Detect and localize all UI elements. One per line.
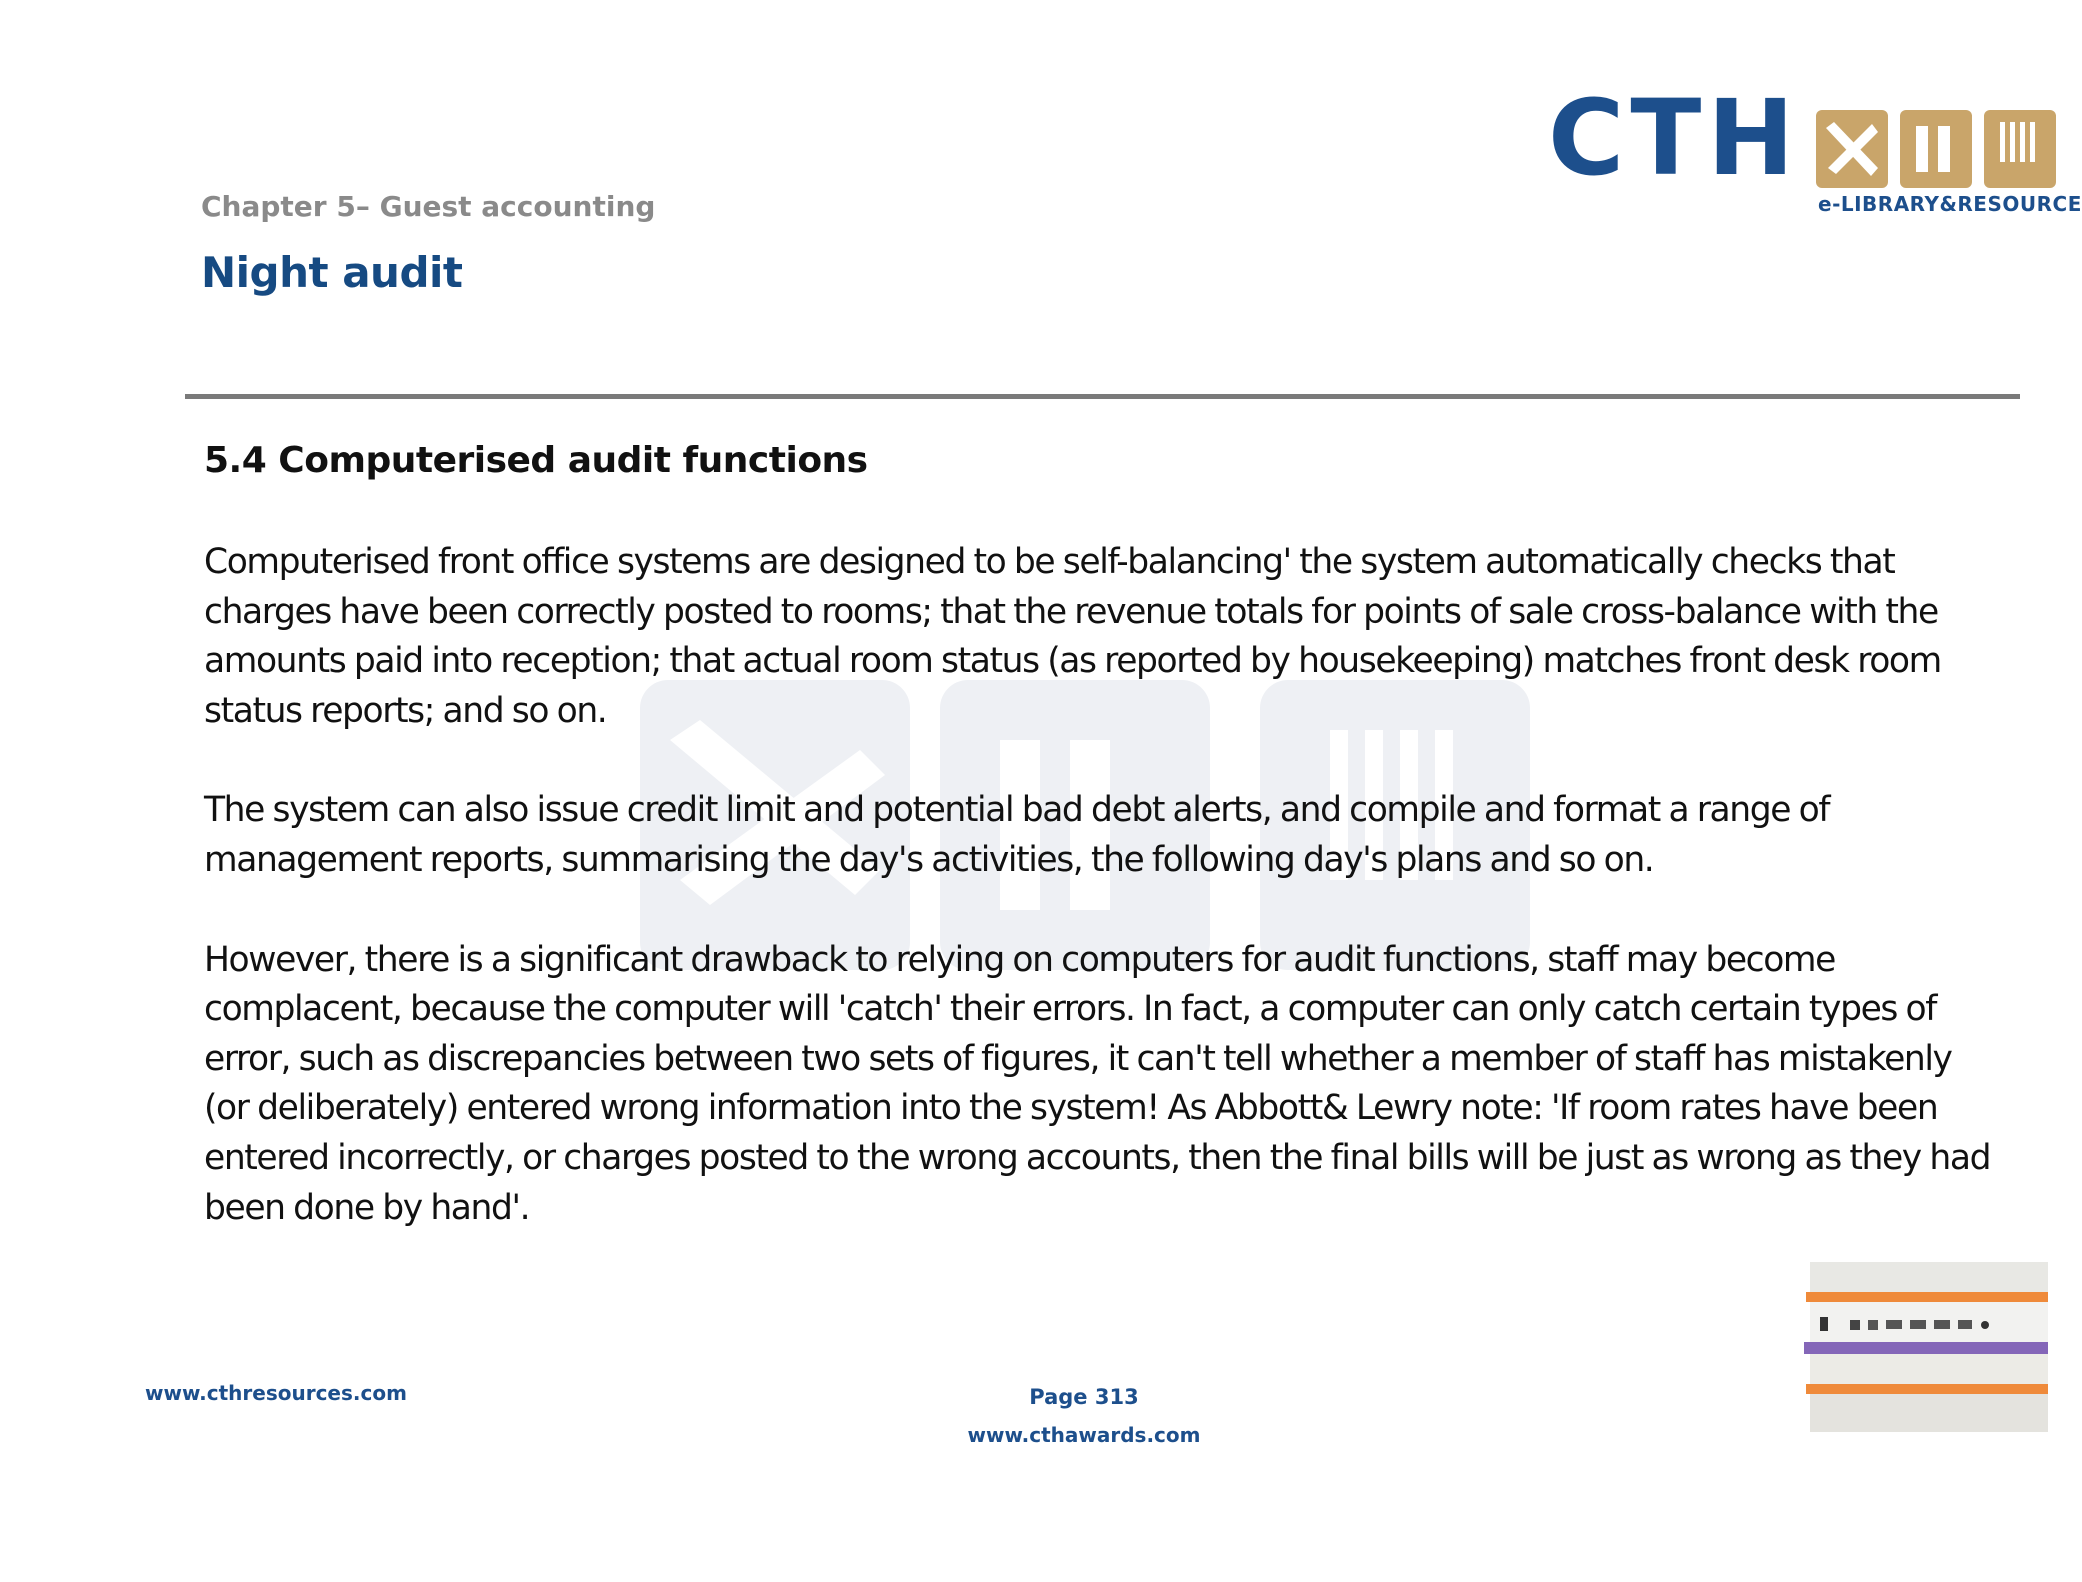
paragraph: However, there is a significant drawback to relying on computers for audit functions, staff may become complacent, because the computer will 'catch' their errors. In fact, a computer can only catch certain types of error, such as discrepancies between two sets of figures, it can't tell whether a member of staff has mistakenly (or deliberately) entered wrong information into the system! As Abbott& Lewry note: 'If room rates have been entered incorrectly, or charges posted to the wrong accounts, then the final bills will be just as wrong as they had been done by hand'. (204, 939, 1991, 1228)
airplane-icon (1816, 110, 1888, 188)
body-text (204, 538, 2004, 1283)
header-divider (185, 394, 2020, 399)
chapter-label: Chapter 5– Guest accounting (201, 190, 656, 223)
logo-wordmark: CTH (1548, 77, 1801, 199)
paragraph: Computerised front office systems are designed to be self-balancing' the system automatically checks that charges have been correctly posted to rooms; that the revenue totals for points of sale cross-balance with the amounts paid into reception; that actual room status (as reported by housekeeping) matches front desk room status reports; and so on. (204, 542, 1941, 731)
cth-logo (1548, 77, 2082, 220)
footer-awards-link[interactable]: www.cthawards.com (967, 1423, 1201, 1447)
paragraph: The system can also issue credit limit and potential bad debt alerts, and compile and format a range of management reports, summarising the day's activities, the following day's plans and so on. (204, 790, 1830, 880)
content-heading: 5.4 Computerised audit functions (204, 440, 868, 481)
page-number: Page 313 (1029, 1385, 1139, 1409)
footer-website-link[interactable]: www.cthresources.com (145, 1381, 407, 1405)
logo-subtitle: e-LIBRARY&RESOURCE (1818, 192, 2082, 216)
logo-tiles (1816, 110, 2056, 188)
hotel-icon (1900, 110, 1972, 188)
books-image (1800, 1262, 2048, 1432)
fork-icon (1984, 110, 2056, 188)
section-title: Night audit (201, 248, 463, 297)
